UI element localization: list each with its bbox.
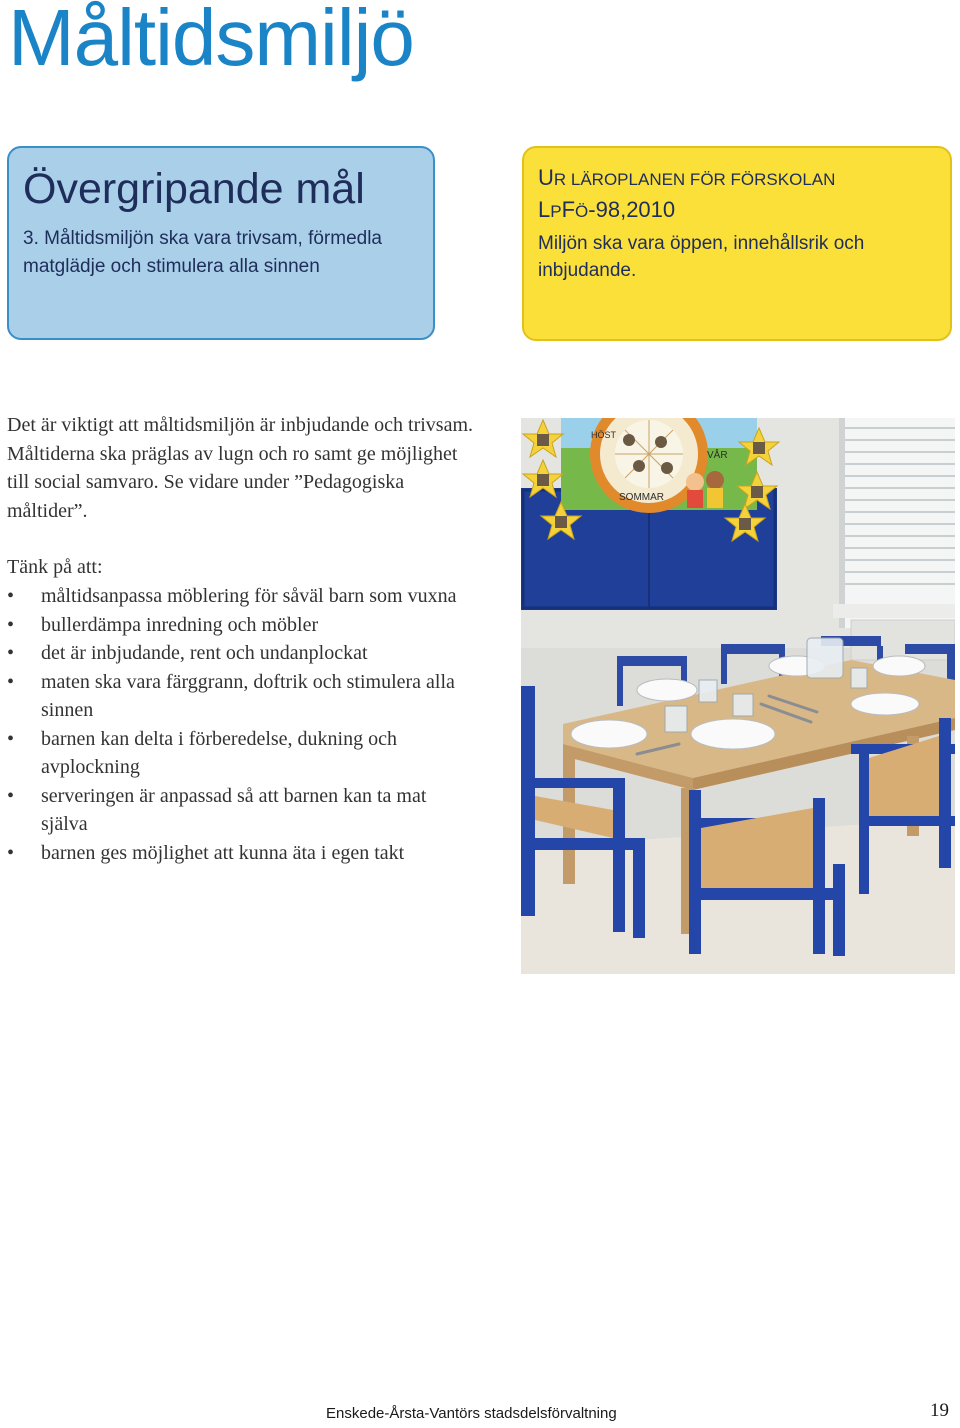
list-item-text: barnen ges möjlighet att kunna äta i egen takt: [41, 841, 405, 864]
curriculum-heading-line2: LPFÖ-98,2010: [538, 196, 676, 222]
page-title: Måltidsmiljö: [8, 0, 414, 82]
list-item: [7, 725, 467, 782]
list-item-text: maten ska vara färggrann, doftrik och stimulera alla sinnen: [41, 670, 455, 721]
think-about-list: [7, 582, 467, 867]
goal-text: 3. Måltidsmiljön ska vara trivsam, förmedla matglädje och stimulera alla sinnen: [23, 228, 382, 277]
bullet-icon: •: [7, 841, 15, 864]
bullet-icon: •: [7, 585, 15, 607]
curriculum-heading-line1: UR LÄROPLANEN FÖR FÖRSKOLAN: [538, 165, 836, 190]
list-item-text: serveringen är anpassad så att barnen kan ta mat själva: [41, 784, 427, 835]
bullet-icon: •: [7, 784, 15, 807]
page-number: 19: [930, 1400, 949, 1421]
curriculum-box: [522, 146, 952, 341]
curriculum-heading: [538, 162, 936, 226]
board-word-autumn: HÖST: [591, 430, 617, 440]
goal-heading: Övergripande mål: [23, 165, 365, 213]
list-item-text: måltidsanpassa möblering för såväl barn som vuxna: [41, 585, 457, 607]
bullet-icon: •: [7, 670, 15, 693]
think-about-label: Tänk på att:: [7, 556, 103, 578]
list-item: [7, 668, 467, 725]
board-word-summer: SOMMAR: [619, 492, 664, 503]
intro-paragraph: Det är viktigt att måltidsmiljön är inbjudande och trivsam. Måltiderna ska präglas av lugn och ro samt ge möjlighet till social samvaro. Se vidare under ”Pedagogiska måltider”.: [7, 414, 474, 522]
board-word-spring: VÅR: [707, 450, 728, 461]
list-item: [7, 839, 467, 868]
bullet-icon: •: [7, 642, 15, 664]
footer-organization: Enskede-Årsta-Vantörs stadsdelsförvaltning: [326, 1405, 617, 1422]
list-item: [7, 639, 467, 668]
list-item-text: barnen kan delta i förberedelse, dukning och avplockning: [41, 727, 397, 778]
list-item: [7, 611, 467, 640]
bullet-icon: •: [7, 727, 15, 750]
list-item: [7, 582, 467, 611]
dining-room-photo: [521, 418, 955, 974]
list-item: [7, 782, 467, 839]
goal-box: [7, 146, 435, 340]
list-item-text: bullerdämpa inredning och möbler: [41, 613, 319, 636]
curriculum-text: Miljön ska vara öppen, innehållsrik och inbjudande.: [538, 232, 865, 282]
bullet-icon: •: [7, 613, 15, 636]
list-item-text: det är inbjudande, rent och undanplockat: [41, 642, 368, 664]
